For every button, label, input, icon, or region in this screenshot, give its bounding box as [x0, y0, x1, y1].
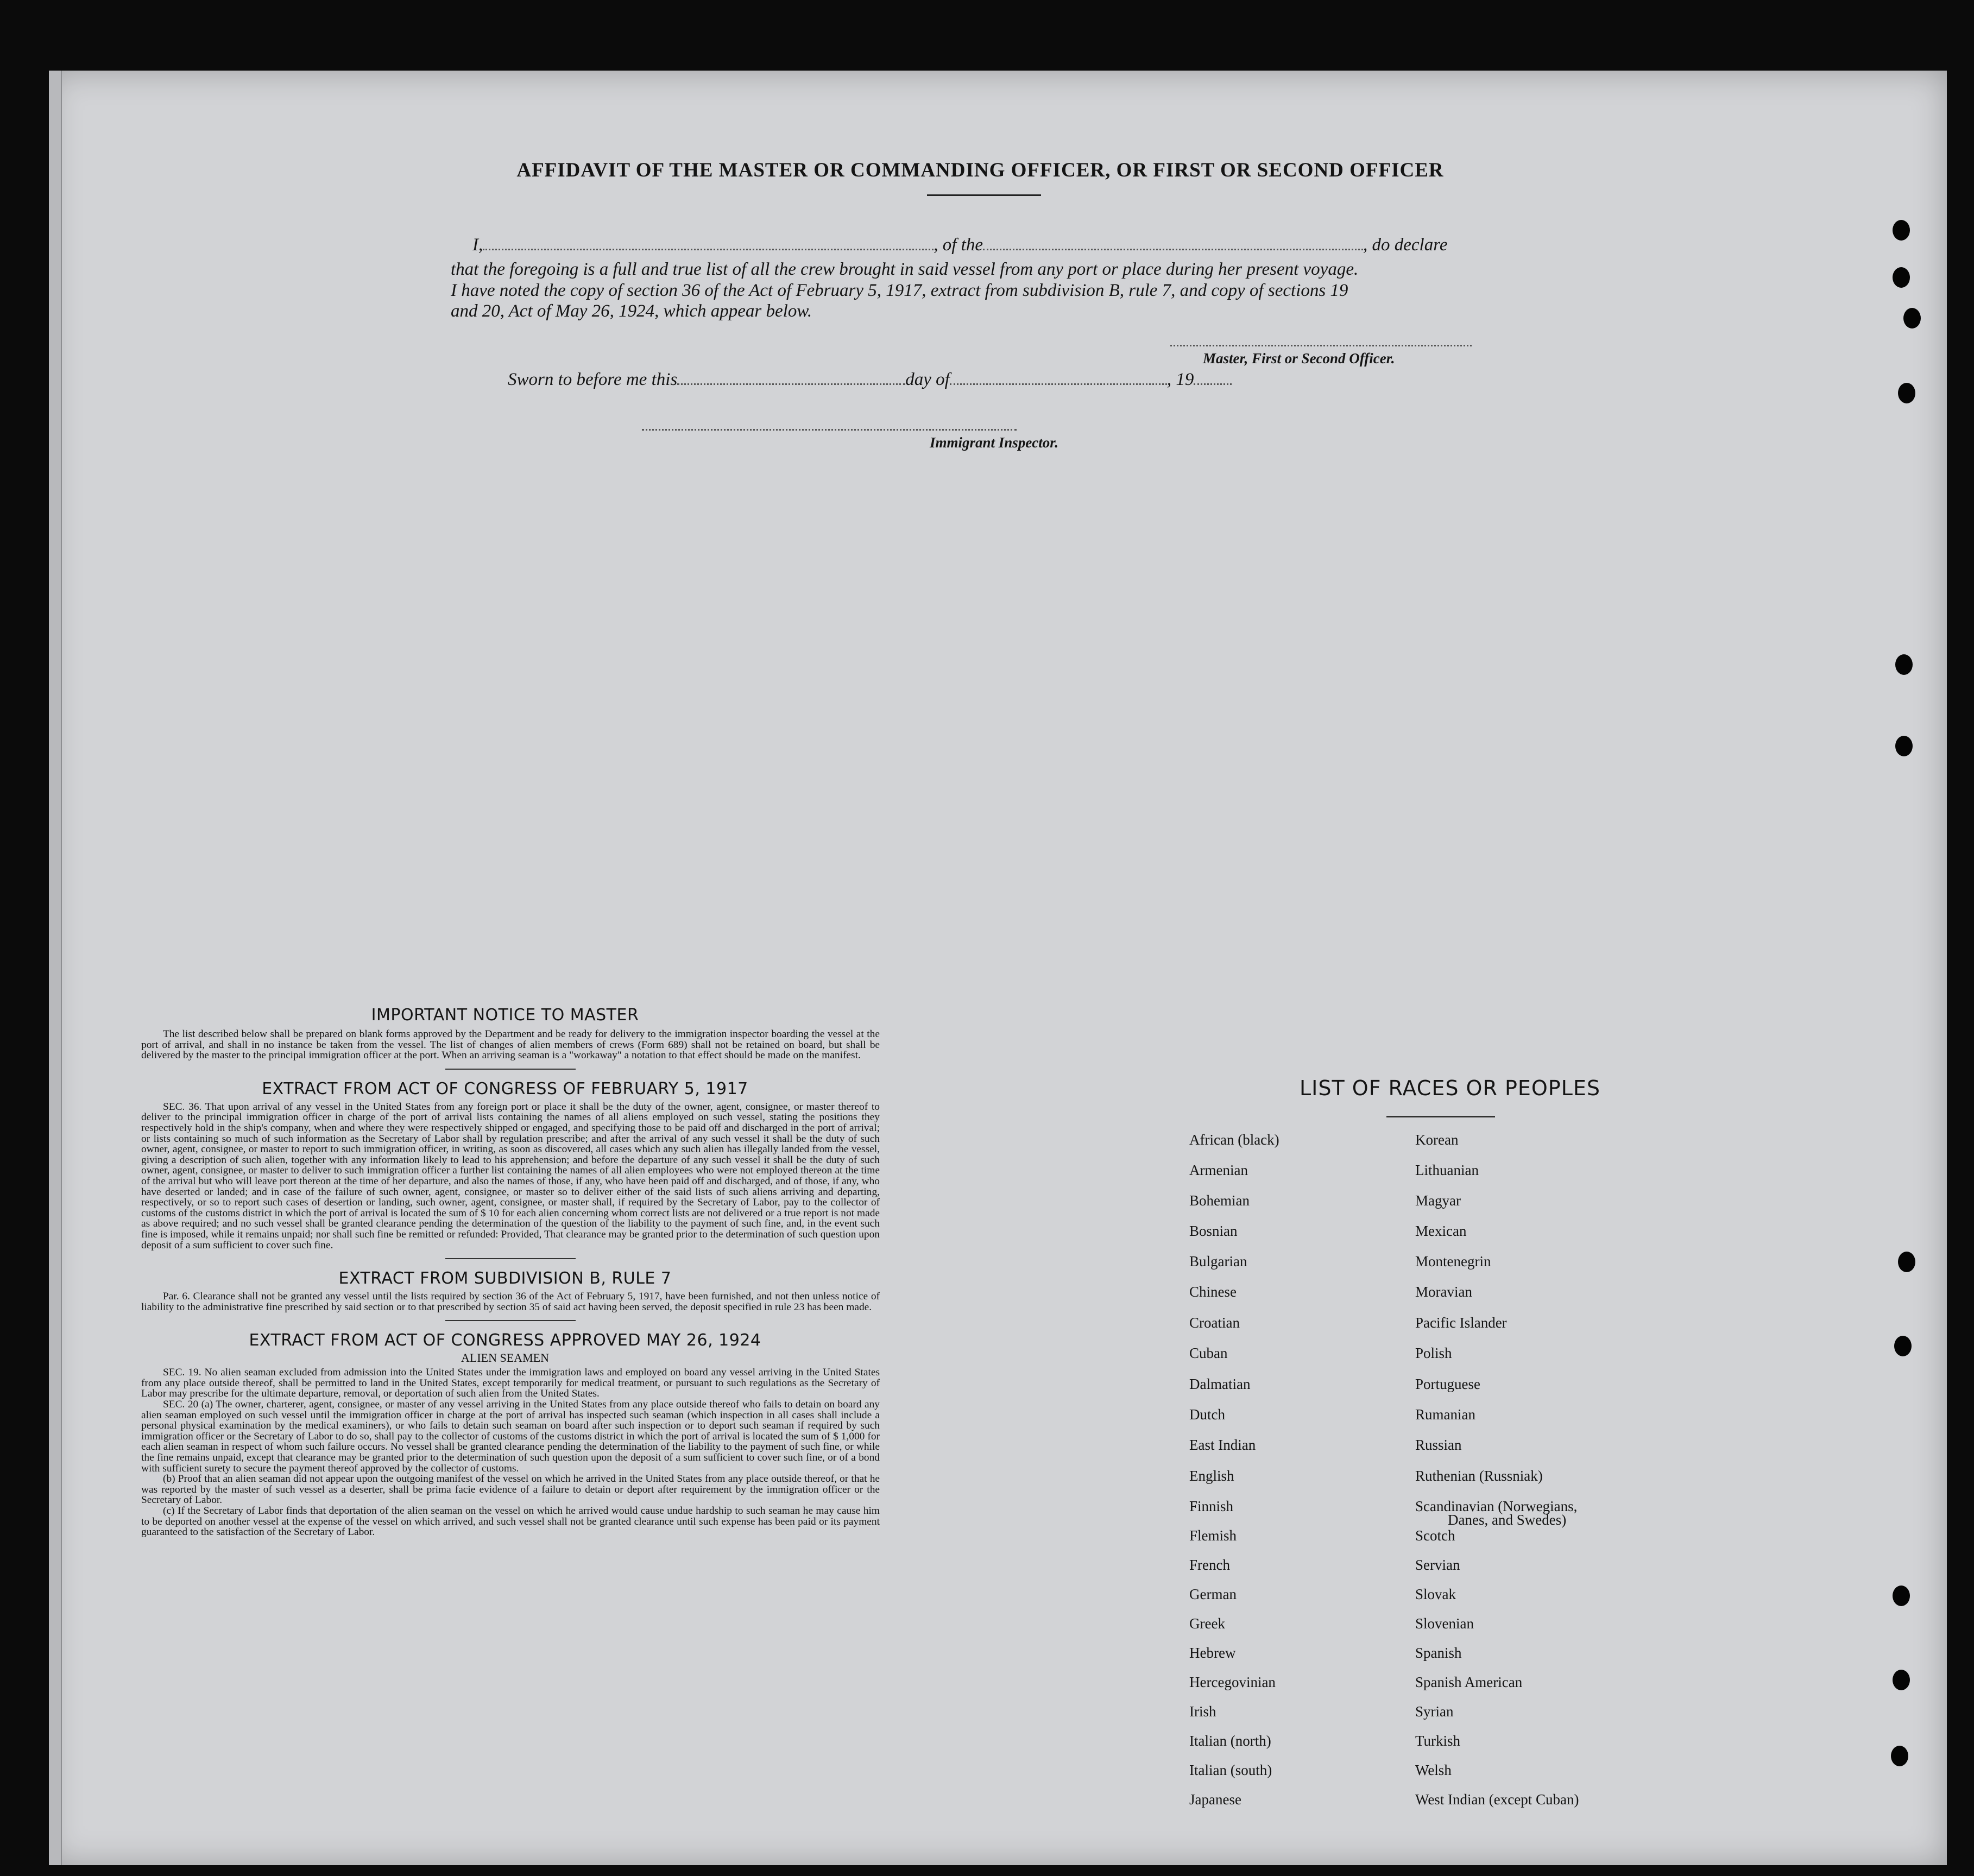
sec20a-text: SEC. 20 (a) The owner, charterer, agent, consignee, or master of any vessel arriving in the United States from any place outside thereof who fails to detain on board any alien seaman employed on such vessel until the immigration officer in charge at the port of arrival has inspected such seaman (which inspection in all cases shall include a personal physical examination by the medical examiners), or who fails to detain such seaman on board after such inspection or to deport such seaman if required by such immigration officer or the Secretary of Labor to do so, shall pay to the collector of customs of the customs district in which the port of arrival is located the sum of $ 1,000 for each alien seaman in respect of whom such failure occurs. No vessel shall be granted clearance pending the determination of the liability to the payment of such fine, or while the fine remains unpaid, except that clearance may be granted prior to the determination of such question upon the deposit of a sum sufficient to cover such fine, or of a bond with sufficient surety to secure the payment thereof approved by the collector of customs.: [141, 1399, 880, 1474]
section-divider: [445, 1069, 576, 1070]
inspector-caption: Immigrant Inspector.: [930, 434, 1059, 451]
race-item: Russian: [1415, 1437, 1462, 1453]
decl-of: , of the: [934, 235, 983, 255]
race-item: East Indian: [1189, 1437, 1256, 1453]
sec20c-text: (c) If the Secretary of Labor finds that deportation of the alien seaman on the vessel on which he arrived would cause undue hardship to such seaman he may cause him to be deported on another vessel at the expense of the vessel on which arrived, and such vessel shall not be granted clearance until such expense has been paid or its payment guaranteed to the satisfaction of the Secretary of Labor.: [141, 1505, 880, 1538]
race-item: Pacific Islander: [1415, 1315, 1507, 1331]
race-item: Welsh: [1415, 1762, 1452, 1778]
inspector-signature-line: [642, 429, 1017, 431]
race-item: Hebrew: [1189, 1645, 1236, 1661]
race-item: Moravian: [1415, 1284, 1472, 1300]
race-item: Italian (north): [1189, 1733, 1271, 1749]
race-item: Lithuanian: [1415, 1162, 1479, 1178]
punch-hole-icon: [1898, 1252, 1915, 1272]
race-item: Slovenian: [1415, 1615, 1474, 1632]
races-title: LIST OF RACES OR PEOPLES: [1299, 1076, 1600, 1100]
race-item: Finnish: [1189, 1498, 1234, 1514]
master-caption: Master, First or Second Officer.: [1203, 350, 1395, 367]
race-item: Hercegovinian: [1189, 1674, 1276, 1690]
race-item: Syrian: [1415, 1703, 1454, 1720]
race-item: Italian (south): [1189, 1762, 1272, 1778]
race-item: Bulgarian: [1189, 1253, 1247, 1269]
sworn-line: [508, 368, 1232, 390]
race-item: Turkish: [1415, 1733, 1461, 1749]
race-item: Bosnian: [1189, 1223, 1238, 1239]
punch-hole-icon: [1893, 1586, 1910, 1606]
decl-end: , do declare: [1363, 235, 1448, 255]
title-divider: [927, 194, 1041, 196]
race-item: Rumanian: [1415, 1406, 1475, 1423]
race-item: African (black): [1189, 1132, 1279, 1148]
notice-heading: IMPORTANT NOTICE TO MASTER: [371, 1006, 639, 1025]
par6-text: Par. 6. Clearance shall not be granted any vessel until the lists required by section 36 of the Act of February 5, 1917, have been furnished, and not then unless notice of liability to the administrative fine prescribed by said section or to that prescribed by section 35 of said act having been served, the deposit specified in rule 23 has been made.: [141, 1291, 880, 1313]
day-blank: [677, 368, 905, 385]
punch-hole-icon: [1895, 736, 1913, 756]
race-item: Polish: [1415, 1345, 1452, 1361]
sec36-text: SEC. 36. That upon arrival of any vessel in the United States from any foreign port or place it shall be the duty of the owner, agent, consignee, or master thereof to deliver to the principal immigration officer in charge of the port of arrival lists containing the names of all aliens employed on such vessel, stating the positions they respectively hold in the ship's company, when and where they were respectively shipped or engaged, and specifying those to be paid off and discharged in the port of arrival; or lists containing so much of such information as the Secretary of Labor shall by regulation prescribe; and after the arrival of any such vessel it shall be the duty of such owner, agent, consignee, or master to report to such immigration officer, in writing, as soon as discovered, all cases which any such alien has illegally landed from the vessel, giving a description of such alien, together with any information likely to lead to his apprehension; and before the departure of any such vessel it shall be the duty of such owner, agent, consignee, or master to deliver to such immigration officer a further list containing the names of all alien employees who were not employed thereon at the time of the arrival but who will leave port thereon at the time of her departure, and also the names of those, if any, who have been paid off and discharged, and of those, if any, who have deserted or landed; and in case of the failure of such owner, agent, consignee, or master so to deliver either of the said lists of such aliens arriving and departing, respectively, or so to report such cases of desertion or landing, such owner, agent, consignee, or master shall, if required by the Secretary of Labor, pay to the collector of customs of the customs district in which the port of arrival is located the sum of $ 10 for each alien concerning whom correct lists are not delivered or a true report is not made as above required; and no such vessel shall be granted clearance pending the determination of the question of the liability to the payment of such fine, and, in the event such fine is imposed, while it remains unpaid; nor shall such fine be remitted or refunded: Provided, That clearance may be granted prior to the determination of such question upon deposit of a sum sufficient to cover such fine.: [141, 1101, 880, 1251]
declaration-line-2: that the foregoing is a full and true list of all the crew brought in said vessel from any port or place during her present voyage.: [451, 260, 1359, 279]
punch-hole-icon: [1893, 1670, 1910, 1690]
year-blank: [1194, 368, 1232, 385]
extract-1917-body: [141, 1102, 880, 1250]
race-item: Greek: [1189, 1615, 1225, 1632]
race-item: Scotch: [1415, 1527, 1455, 1544]
race-item: Bohemian: [1189, 1192, 1250, 1209]
declaration-line-4: and 20, Act of May 26, 1924, which appear below.: [451, 301, 812, 321]
notice-body: [141, 1029, 880, 1061]
race-item: Dalmatian: [1189, 1376, 1251, 1392]
race-item: Servian: [1415, 1557, 1460, 1573]
section-divider: [445, 1320, 576, 1321]
race-item: Cuban: [1189, 1345, 1228, 1361]
legal-column: [141, 1006, 880, 1538]
race-item-continuation: Danes, and Swedes): [1448, 1512, 1567, 1528]
punch-hole-icon: [1891, 1746, 1908, 1766]
race-item: Armenian: [1189, 1162, 1248, 1178]
race-item: Mexican: [1415, 1223, 1467, 1239]
race-item: French: [1189, 1557, 1230, 1573]
vessel-blank: [983, 233, 1363, 250]
race-item: Flemish: [1189, 1527, 1237, 1544]
declaration-line-3: I have noted the copy of section 36 of the Act of February 5, 1917, extract from subdivision B, rule 7, and copy of sections 19: [451, 281, 1348, 300]
race-item: Spanish American: [1415, 1674, 1523, 1690]
race-item: Irish: [1189, 1703, 1216, 1720]
race-item: English: [1189, 1468, 1234, 1484]
punch-hole-icon: [1893, 220, 1910, 241]
race-item: Ruthenian (Russniak): [1415, 1468, 1543, 1484]
race-item: Korean: [1415, 1132, 1459, 1148]
month-blank: [950, 368, 1167, 385]
sec19-text: SEC. 19. No alien seaman excluded from admission into the United States under the immigration laws and employed on board any vessel arriving in the United States from any place outside thereof, shall be permitted to land in the United States, except temporarily for medical treatment, or pursuant to such regulations as the Secretary of Labor may prescribe for the ultimate departure, removal, or deportation of such alien from the United States.: [141, 1367, 880, 1400]
race-item: Portuguese: [1415, 1376, 1480, 1392]
extract-1924-body: [141, 1367, 880, 1538]
punch-hole-icon: [1893, 267, 1910, 288]
extract-1924-heading: EXTRACT FROM ACT OF CONGRESS APPROVED MAY 26, 1924: [249, 1331, 761, 1350]
race-item: Japanese: [1189, 1791, 1241, 1808]
sec20b-text: (b) Proof that an alien seaman did not appear upon the outgoing manifest of the vessel on which he arrived in the United States from any place outside thereof, or that he was reported by the master of such vessel as a deserter, shall be prima facie evidence of a failure to detain or deport after requirement by the immigration officer or the Secretary of Labor.: [141, 1473, 880, 1506]
binding-strip: [49, 71, 62, 1865]
punch-hole-icon: [1898, 383, 1915, 403]
master-signature-line: [1170, 345, 1472, 346]
punch-hole-icon: [1894, 1336, 1912, 1356]
race-item: Croatian: [1189, 1315, 1240, 1331]
race-item: Spanish: [1415, 1645, 1462, 1661]
race-item: Magyar: [1415, 1192, 1461, 1209]
extract-1917-heading: EXTRACT FROM ACT OF CONGRESS OF FEBRUARY 5, 1917: [262, 1079, 748, 1098]
sworn-text: Sworn to before me this: [508, 370, 678, 389]
decl-i: I,: [472, 235, 483, 255]
alien-seamen-subheading: ALIEN SEAMEN: [461, 1351, 549, 1365]
punch-hole-icon: [1903, 308, 1921, 329]
rule7-body: [141, 1291, 880, 1312]
race-item: Slovak: [1415, 1586, 1456, 1602]
rule7-heading: EXTRACT FROM SUBDIVISION B, RULE 7: [338, 1269, 672, 1288]
day-of-text: day of: [905, 370, 950, 389]
punch-hole-icon: [1895, 654, 1913, 675]
declaration-line-1: [472, 233, 1447, 256]
affidavit-title: AFFIDAVIT OF THE MASTER OR COMMANDING OFFICER, OR FIRST OR SECOND OFFICER: [516, 159, 1444, 181]
races-divider: [1386, 1116, 1495, 1117]
notice-text: The list described below shall be prepared on blank forms approved by the Department and be ready for delivery to the immigration inspector boarding the vessel at the port of arrival, and shall in no instance be taken from the vessel. The list of changes of alien members of crews (Form 689) shall not be retained on board, but shall be delivered by the master to the principal immigration officer at the port. When an arriving seaman is a "workaway" a notation to that effect should be made on the manifest.: [141, 1028, 880, 1062]
race-item: Dutch: [1189, 1406, 1225, 1423]
name-blank: [483, 233, 934, 250]
race-item: Chinese: [1189, 1284, 1237, 1300]
section-divider: [445, 1258, 576, 1259]
year-text: , 19: [1166, 370, 1194, 389]
race-item: German: [1189, 1586, 1237, 1602]
race-item: Scandinavian (Norwegians,: [1415, 1498, 1578, 1514]
race-item: West Indian (except Cuban): [1415, 1791, 1579, 1808]
form-page: [49, 71, 1947, 1865]
race-item: Montenegrin: [1415, 1253, 1491, 1269]
